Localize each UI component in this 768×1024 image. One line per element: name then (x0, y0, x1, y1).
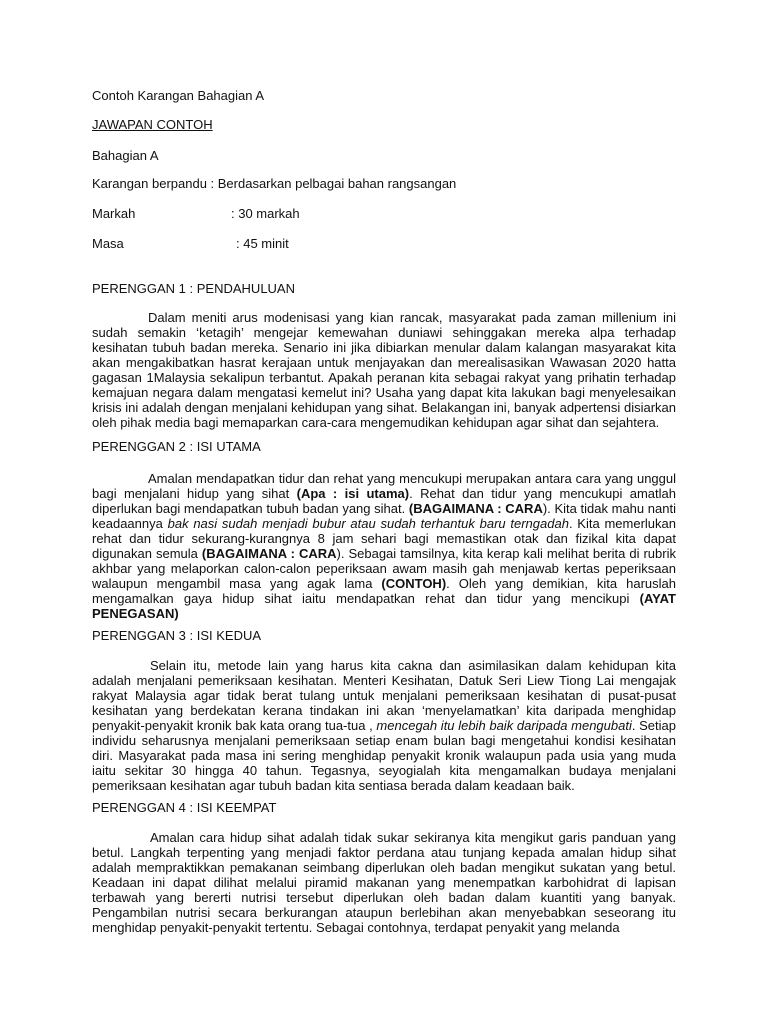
section-label: Bahagian A (92, 148, 159, 163)
p2-bold-1: (Apa : isi utama) (296, 486, 410, 501)
p3-text-2: . Setiap individu seharusnya menjalani pemeriksaan setiap enam bulan bagi mengetahui kondisi kesihatan diri. Masyarakat pada masa ini sering menghidap penyakit kronik walaupun pada usia yang muda iaitu sekitar 30 hingga 40 tahun. Tegasnya, seyogialah kita mengamalkan budaya menjalani pemeriksaan kesihatan agar tubuh badan kita sentiasa berada dalam keadaan baik. (92, 718, 676, 793)
p2-bold-5: (AYAT PENEGASAN) (92, 591, 676, 621)
p2-text-2: . Rehat dan tidur yang mencukupi amatlah diperlukan bagi mendapatkan tubuh badan yang sihat. (92, 486, 676, 516)
p3-heading: PERENGGAN 3 : ISI KEDUA (92, 628, 262, 643)
p2-text-3: ). Kita tidak mahu nanti keadaannya (92, 501, 676, 531)
p2-bold-4: (CONTOH) (381, 576, 447, 591)
p1-body (92, 310, 676, 430)
p2-text-4: . Kita memerlukan rehat dan tidur sekurang-kurangnya 8 jam sehari bagi memastikan otak dan fizikal kita dapat digunakan semula (92, 516, 676, 561)
p1-text: Dalam meniti arus modenisasi yang kian rancak, masyarakat pada zaman millenium ini sudah semakin ‘ketagih’ mengejar kemewahan duniawi sehinggakan mereka alpa terhadap kesihatan tubuh badan mereka. Senario ini jika dibiarkan menular dalam kalangan masyarakat kita akan mengakibatkan hasrat kerajaan untuk menjayakan dan merealisasikan Wawasan 2020 hatta gagasan 1Malaysia sekalipun terbantut. Apakah peranan kita sebagai rakyat yang prihatin terhadap kemajuan negara dalam mengatasi kemelut ini? Usaha yang dapat kita lakukan bagi menyelesaikan krisis ini adalah dengan menjalani kehidupan yang sihat. Belakangan ini, banyak adpertensi disiarkan oleh pihak media bagi memaparkan cara-cara mengemudikan kehidupan agar sihat dan sejahtera. (92, 310, 676, 430)
p2-italic-1: bak nasi sudah menjadi bubur atau sudah terhantuk baru terngadah (167, 516, 569, 531)
p4-heading: PERENGGAN 4 : ISI KEEMPAT (92, 800, 277, 815)
markah-value: : 30 markah (231, 206, 300, 221)
p3-body (92, 658, 676, 793)
p4-body (92, 830, 676, 935)
p2-text-6: . Oleh yang demikian, kita haruslah mengamalkan gaya hidup sihat iaitu mendapatkan rehat dan tidur yang mencikupi (92, 576, 676, 606)
p2-heading: PERENGGAN 2 : ISI UTAMA (92, 439, 261, 454)
p2-bold-2: (BAGAIMANA : CARA (408, 501, 543, 516)
p2-text-1: Amalan mendapatkan tidur dan rehat yang mencukupi merupakan antara cara yang unggul bagi menjalani hidup yang sihat (92, 471, 676, 501)
p2-body (92, 471, 676, 621)
p4-text: Amalan cara hidup sihat adalah tidak sukar sekiranya kita mengikut garis panduan yang betul. Langkah terpenting yang menjadi faktor perdana atau tunjang kepada amalan hidup sihat adalah mempraktikkan pemakanan seimbang diperlukan oleh badan mengikut sukatan yang betul. Keadaan ini dapat dilihat melalui piramid makanan yang menempatkan karbohidrat di lapisan terbawah yang bererti nutrisi tersebut diperlukan oleh badan dalam kuantiti yang banyak. Pengambilan nutrisi secara berkurangan ataupun berlebihan akan menyebabkan seseorang itu menghidap penyakit-penyakit tertentu. Sebagai contohnya, terdapat penyakit yang melanda (92, 830, 676, 935)
p3-text-1: Selain itu, metode lain yang harus kita cakna dan asimilasikan dalam kehidupan kita adalah menjalani pemeriksaan kesihatan. Menteri Kesihatan, Datuk Seri Liew Tiong Lai mengajak rakyat Malaysia agar tidak berat tulang untuk menjalani pemeriksaan kesihatan di pusat-pusat kesihatan yang berdekatan kerana tindakan ini akan ‘menyelamatkan’ kita daripada menghidap penyakit-penyakit kronik bak kata orang tua-tua , (92, 658, 676, 733)
p2-bold-3: (BAGAIMANA : CARA (201, 546, 337, 561)
p1-heading: PERENGGAN 1 : PENDAHULUAN (92, 281, 295, 296)
markah-label: Markah (92, 206, 136, 221)
masa-label: Masa (92, 236, 124, 251)
question-line: Karangan berpandu : Berdasarkan pelbagai bahan rangsangan (92, 176, 457, 191)
p2-text-5: ). Sebagai tamsilnya, kita kerap kali melihat berita di rubrik akhbar yang melaporkan calon-calon peperiksaan awam masih gah menjawab kertas peperiksaan walaupun mengambil masa yang agak lama (92, 546, 676, 591)
masa-value: : 45 minit (236, 236, 289, 251)
document-subtitle: JAWAPAN CONTOH (92, 117, 213, 132)
p3-italic-1: mencegah itu lebih baik daripada mengubati (376, 718, 632, 733)
document-title: Contoh Karangan Bahagian A (92, 88, 265, 103)
